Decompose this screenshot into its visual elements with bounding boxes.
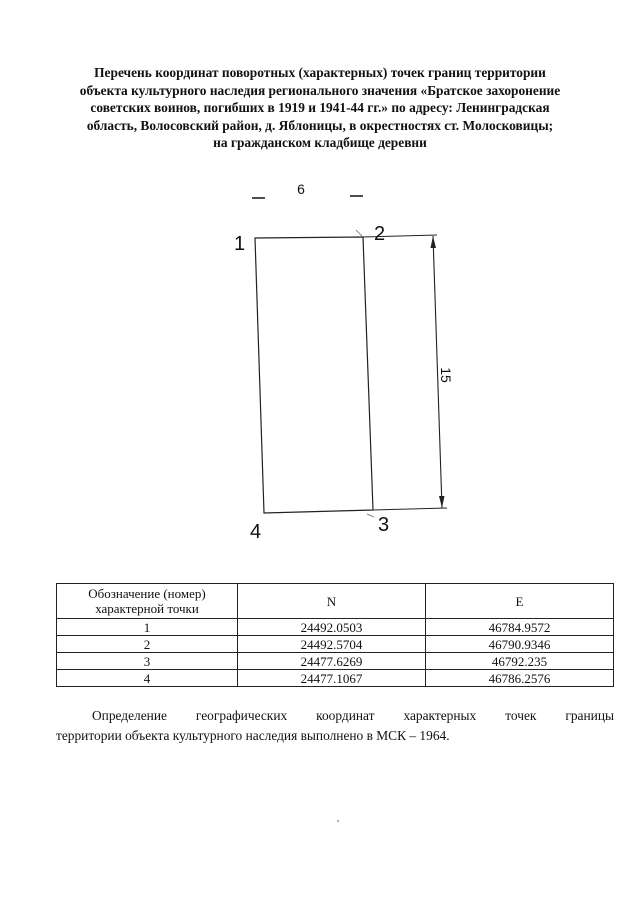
header-e: E (426, 584, 614, 619)
cell-e: 46784.9572 (426, 619, 614, 636)
site-plan-drawing (0, 170, 640, 550)
point-label-4: 4 (250, 521, 262, 543)
point-2-mark (356, 230, 362, 236)
width-label: 6 (297, 181, 305, 197)
cell-point: 1 (57, 619, 238, 636)
cell-point: 3 (57, 653, 238, 670)
bottom-extension-line (373, 508, 447, 510)
header-n: N (238, 584, 426, 619)
note-line-2: территории объекта культурного наследия выполнено в МСК – 1964. (56, 728, 450, 743)
cell-e: 46792.235 (426, 653, 614, 670)
point-label-3: 3 (378, 514, 390, 536)
title-line: на гражданском кладбище деревни (213, 135, 427, 150)
point-label-2: 2 (374, 223, 386, 245)
cell-n: 24492.0503 (238, 619, 426, 636)
cell-point: 2 (57, 636, 238, 653)
cell-n: 24477.6269 (238, 653, 426, 670)
table-row (57, 636, 614, 653)
document-title (40, 64, 600, 152)
title-line: объекта культурного наследия регионального значения «Братское захоронение (79, 82, 561, 98)
cell-e: 46786.2576 (426, 670, 614, 687)
cell-point: 4 (57, 670, 238, 687)
dimension-arrow-bottom (439, 496, 445, 508)
point-label-1: 1 (234, 233, 246, 255)
coordinate-system-note (56, 706, 614, 746)
header-point-designation: Обозначение (номер) характерной точки (57, 584, 238, 619)
title-line: область, Волосовский район, д. Яблоницы, в окрестностях ст. Молосковицы; (86, 117, 554, 133)
dimension-arrow-top (431, 236, 437, 248)
boundary-polygon (255, 237, 373, 513)
title-line: советских воинов, погибших в 1919 и 1941-44 гг.» по адресу: Ленинградская (90, 100, 550, 115)
cell-n: 24492.5704 (238, 636, 426, 653)
coordinates-table (56, 583, 614, 687)
scan-speck (337, 820, 339, 822)
point-3-mark (367, 514, 374, 517)
table-header-row (57, 584, 614, 619)
length-label: 15 (438, 367, 454, 383)
cell-e: 46790.9346 (426, 636, 614, 653)
title-line: Перечень координат поворотных (характерных) точек границ территории (94, 65, 546, 80)
table-row (57, 619, 614, 636)
cell-n: 24477.1067 (238, 670, 426, 687)
note-line-1: Определение географических координат характерных точек границы (92, 708, 614, 723)
table-row (57, 670, 614, 687)
table-row (57, 653, 614, 670)
